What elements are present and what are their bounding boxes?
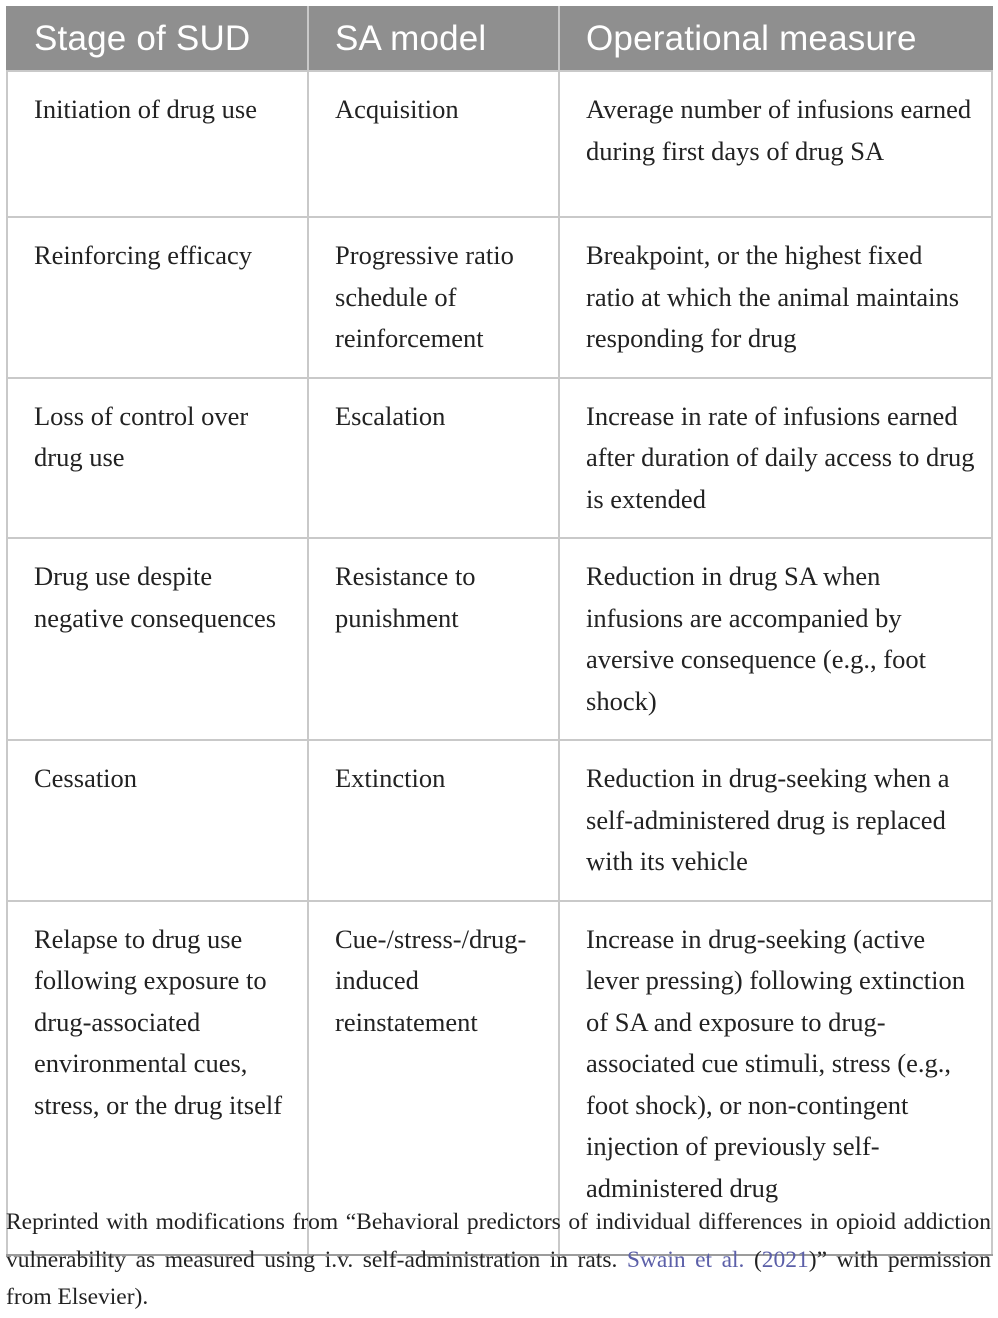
table-row xyxy=(7,217,992,378)
table-body xyxy=(7,71,992,1255)
cell-measure: Increase in drug-seeking (active lever pressing) following extinction of SA and exposure to drug-associated cue stimuli, stress (e.g., foot shock), or non-contingent injection of previously self-administered drug xyxy=(559,901,992,1255)
cell-stage: Reinforcing efficacy xyxy=(7,217,308,378)
header-row xyxy=(7,7,992,71)
cell-stage: Initiation of drug use xyxy=(7,71,308,217)
cell-model: Progressive ratio schedule of reinforcement xyxy=(308,217,559,378)
cell-measure: Reduction in drug SA when infusions are accompanied by aversive consequence (e.g., foot shock) xyxy=(559,538,992,740)
table-row xyxy=(7,378,992,539)
table-footnote xyxy=(6,1204,991,1317)
cell-stage: Cessation xyxy=(7,740,308,901)
cell-measure: Increase in rate of infusions earned after duration of daily access to drug is extended xyxy=(559,378,992,539)
cell-model: Extinction xyxy=(308,740,559,901)
table-header xyxy=(7,7,992,71)
cell-stage: Relapse to drug use following exposure to drug-associated environmental cues, stress, or the drug itself xyxy=(7,901,308,1255)
footnote-text-before: Reprinted with modifications from “Behavioral predictors of individual differences in opioid addiction vulnerability as measured using i.v. self-administration in rats. xyxy=(6,1209,991,1273)
cell-model: Acquisition xyxy=(308,71,559,217)
cell-stage: Drug use despite negative consequences xyxy=(7,538,308,740)
cell-measure: Breakpoint, or the highest fixed ratio at which the animal maintains responding for drug xyxy=(559,217,992,378)
cell-measure: Reduction in drug-seeking when a self-administered drug is replaced with its vehicle xyxy=(559,740,992,901)
data-table-container xyxy=(6,6,991,1256)
column-header-model: SA model xyxy=(308,7,559,71)
citation-year-link[interactable]: 2021 xyxy=(761,1246,809,1273)
column-header-measure: Operational measure xyxy=(559,7,992,71)
table-row xyxy=(7,71,992,217)
footnote-text-middle: ( xyxy=(744,1246,762,1273)
footnote-text-after: )” with permission from Elsevier). xyxy=(6,1246,991,1310)
cell-stage: Loss of control over drug use xyxy=(7,378,308,539)
table-row xyxy=(7,538,992,740)
column-header-stage: Stage of SUD xyxy=(7,7,308,71)
cell-model: Resistance to punishment xyxy=(308,538,559,740)
table-row xyxy=(7,740,992,901)
cell-model: Escalation xyxy=(308,378,559,539)
table-row xyxy=(7,901,992,1255)
citation-author-link[interactable]: Swain et al. xyxy=(626,1246,745,1273)
cell-model: Cue-/stress-/drug-induced reinstatement xyxy=(308,901,559,1255)
data-table xyxy=(6,6,993,1256)
cell-measure: Average number of infusions earned during first days of drug SA xyxy=(559,71,992,217)
